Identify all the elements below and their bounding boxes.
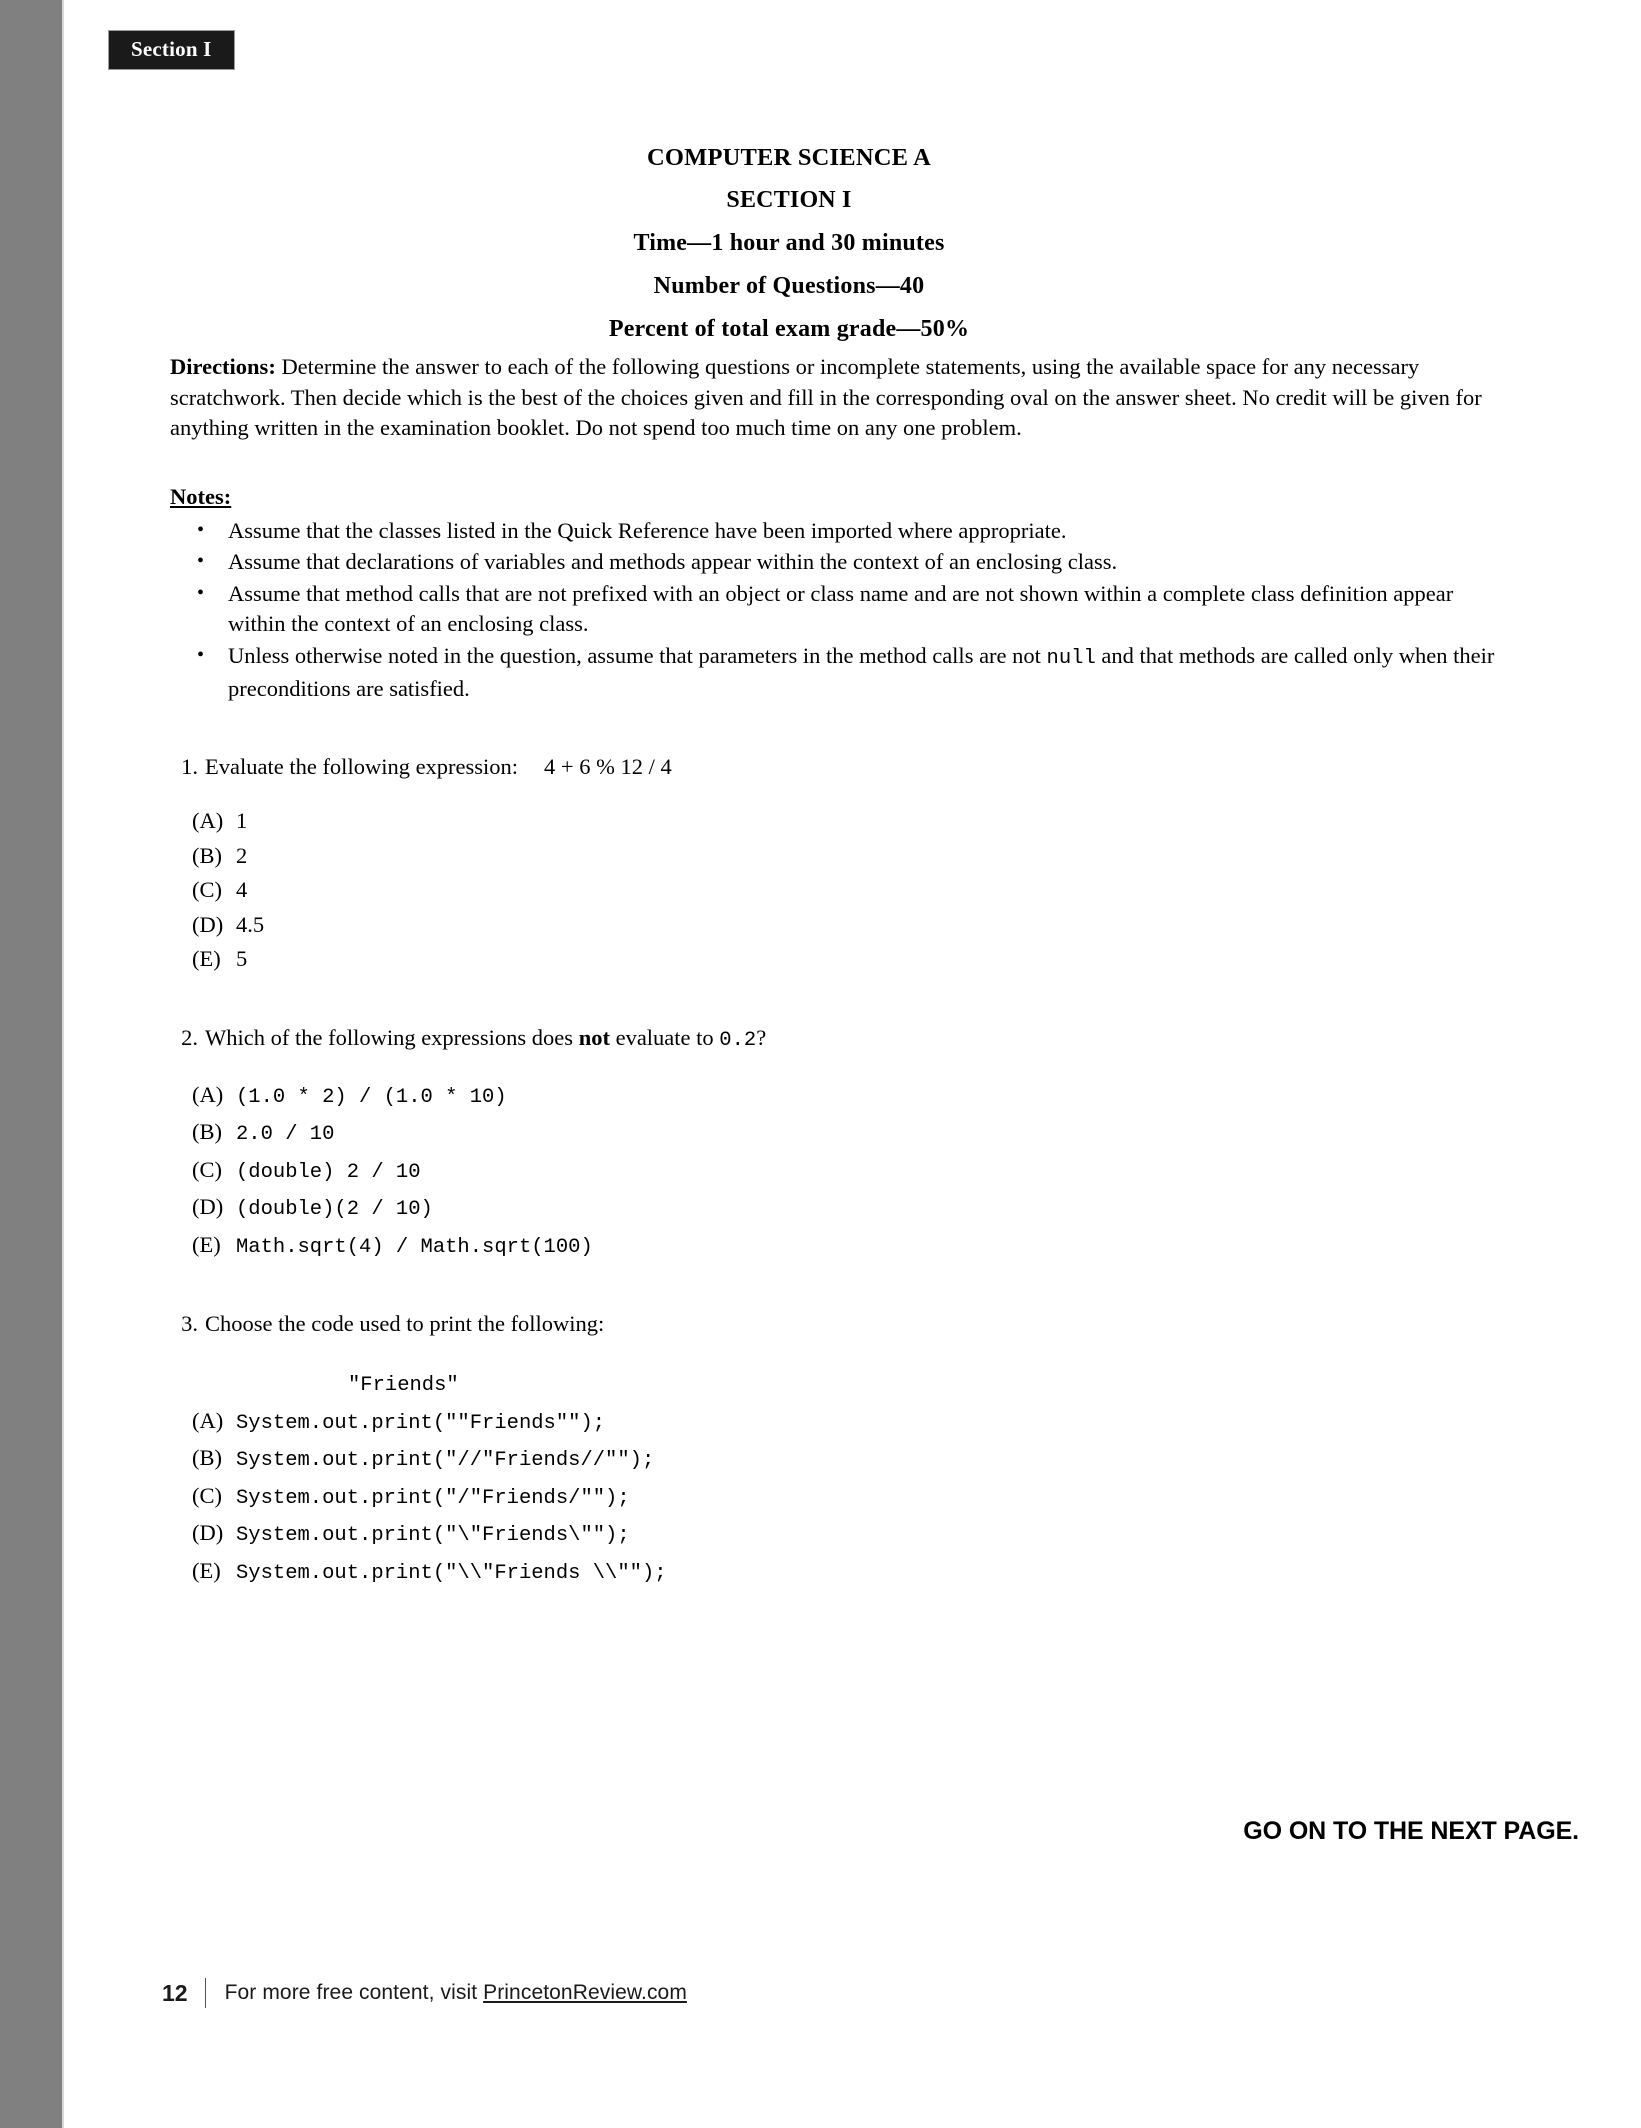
note-item bbox=[170, 641, 1508, 705]
footer-text bbox=[225, 1981, 687, 2005]
choice-b-text: 2 bbox=[236, 842, 248, 868]
note-code-null: null bbox=[1046, 646, 1096, 670]
choice-b-letter: (B) bbox=[192, 1445, 222, 1470]
choice-e-text: System.out.print("\\"Friends \\""); bbox=[236, 1561, 667, 1585]
note-text: Assume that method calls that are not prefixed with an object or class name and are not shown within a complete class definition appear within the context of an enclosing class. bbox=[228, 580, 1454, 636]
choice-d-letter: (D) bbox=[192, 911, 224, 937]
note-text-tail: and that methods are called only when their preconditions are satisfied. bbox=[228, 642, 1495, 701]
choice-a-letter: (A) bbox=[192, 808, 224, 833]
spacer bbox=[170, 1265, 1510, 1309]
choice-a[interactable] bbox=[170, 1404, 1510, 1442]
instructions-block bbox=[170, 352, 1508, 706]
choice-d-letter: (D) bbox=[192, 1194, 224, 1219]
section-tab: Section I bbox=[108, 30, 235, 70]
choice-b-letter: (B) bbox=[192, 842, 222, 868]
question-2-text-post: ? bbox=[756, 1024, 767, 1050]
page-number: 12 bbox=[162, 1979, 188, 2006]
question-2-choices bbox=[170, 1078, 1510, 1266]
question-2-number: 2. bbox=[181, 1024, 198, 1050]
question-1-choices bbox=[170, 804, 1510, 977]
notes-list bbox=[170, 516, 1508, 705]
choice-a-text: (1.0 * 2) / (1.0 * 10) bbox=[236, 1085, 507, 1109]
heading-course-title: COMPUTER SCIENCE A bbox=[646, 144, 932, 171]
note-item bbox=[170, 547, 1508, 578]
question-2-emphasis: not bbox=[578, 1024, 610, 1050]
choice-a[interactable] bbox=[170, 1078, 1510, 1116]
choice-e[interactable] bbox=[170, 942, 1510, 977]
directions-text: Determine the answer to each of the following questions or incomplete statements, using the available space for any necessary scratchwork. Then decide which is the best of the choices given and fill in the corresponding oval on the answer sheet. No credit will be given for anything written in the examination booklet. Do not spend too much time on any one problem. bbox=[170, 354, 1482, 440]
note-text: Unless otherwise noted in the question, assume that parameters in the method calls are not bbox=[228, 642, 1047, 668]
choice-b[interactable] bbox=[170, 1441, 1510, 1479]
choice-a[interactable] bbox=[170, 804, 1510, 839]
page-gutter-bar bbox=[0, 0, 62, 2128]
choice-b-letter: (B) bbox=[192, 1119, 222, 1144]
choice-b[interactable] bbox=[170, 1115, 1510, 1153]
choice-e-letter: (E) bbox=[192, 946, 221, 971]
notes-heading: Notes: bbox=[170, 483, 232, 509]
note-item bbox=[170, 579, 1508, 640]
question-1-expression: 4 + 6 % 12 / 4 bbox=[544, 754, 672, 779]
choice-c-text: System.out.print("/"Friends/""); bbox=[236, 1486, 630, 1510]
note-item bbox=[170, 516, 1508, 547]
choice-d[interactable] bbox=[170, 908, 1510, 943]
question-list bbox=[170, 752, 1510, 1591]
question-2 bbox=[170, 1023, 1510, 1266]
question-2-text-mid: evaluate to bbox=[609, 1024, 720, 1050]
question-3 bbox=[170, 1309, 1510, 1591]
choice-c-text: 4 bbox=[236, 877, 248, 902]
question-3-stem bbox=[170, 1309, 1510, 1339]
choice-d-text: (double)(2 / 10) bbox=[236, 1198, 433, 1221]
choice-d-text: 4.5 bbox=[236, 911, 265, 937]
page-content bbox=[62, 0, 1641, 2128]
choice-d[interactable] bbox=[170, 1190, 1510, 1228]
choice-a-letter: (A) bbox=[192, 1407, 224, 1433]
go-on-notice: GO ON TO THE NEXT PAGE. bbox=[1243, 1817, 1579, 1845]
footer-link[interactable]: PrincetonReview.com bbox=[483, 1981, 687, 2004]
choice-d[interactable] bbox=[170, 1516, 1510, 1554]
choice-d-letter: (D) bbox=[192, 1520, 224, 1545]
question-2-code-value: 0.2 bbox=[719, 1028, 757, 1052]
choice-a-text: System.out.print(""Friends""); bbox=[236, 1411, 606, 1435]
choice-c[interactable] bbox=[170, 1479, 1510, 1517]
choice-a-text: 1 bbox=[236, 808, 248, 833]
exam-heading-block bbox=[124, 136, 1454, 351]
choice-c-letter: (C) bbox=[192, 877, 222, 902]
spacer bbox=[170, 782, 1510, 804]
question-3-sample-output: "Friends" bbox=[348, 1374, 459, 1397]
choice-e-text: Math.sqrt(4) / Math.sqrt(100) bbox=[236, 1235, 593, 1259]
choice-c-text: (double) 2 / 10 bbox=[236, 1160, 421, 1184]
question-1 bbox=[170, 752, 1510, 977]
choice-c-letter: (C) bbox=[192, 1156, 222, 1182]
choice-e-letter: (E) bbox=[192, 1231, 221, 1257]
heading-question-count: Number of Questions—40 bbox=[653, 273, 925, 299]
spacer bbox=[170, 1056, 1510, 1078]
directions-label: Directions: bbox=[170, 354, 276, 379]
choice-b-text: 2.0 / 10 bbox=[236, 1123, 335, 1146]
choice-d-text: System.out.print("\"Friends\""); bbox=[236, 1524, 630, 1547]
question-3-text: Choose the code used to print the following: bbox=[205, 1311, 605, 1336]
question-3-choices bbox=[170, 1404, 1510, 1592]
heading-time: Time—1 hour and 30 minutes bbox=[633, 230, 945, 256]
note-text: Assume that the classes listed in the Quick Reference have been imported where appropriate. bbox=[228, 517, 1067, 543]
footer-divider bbox=[205, 1978, 206, 2008]
heading-exam-percent: Percent of total exam grade—50% bbox=[608, 316, 970, 342]
question-2-text-pre: Which of the following expressions does bbox=[205, 1024, 579, 1050]
question-1-number: 1. bbox=[181, 754, 198, 779]
choice-e-letter: (E) bbox=[192, 1557, 221, 1583]
choice-e[interactable] bbox=[170, 1554, 1510, 1592]
page-footer bbox=[162, 1978, 687, 2008]
directions-paragraph bbox=[170, 352, 1508, 444]
note-text: Assume that declarations of variables and methods appear within the context of an enclosing class. bbox=[228, 549, 1118, 574]
choice-c[interactable] bbox=[170, 1153, 1510, 1191]
heading-section: SECTION I bbox=[726, 187, 852, 213]
spacer bbox=[170, 1339, 1510, 1369]
choice-a-letter: (A) bbox=[192, 1081, 224, 1107]
footer-text-label: For more free content, visit bbox=[224, 1981, 484, 2004]
spacer bbox=[170, 977, 1510, 1023]
choice-b[interactable] bbox=[170, 839, 1510, 874]
question-1-text: Evaluate the following expression: bbox=[205, 754, 519, 779]
choice-c[interactable] bbox=[170, 873, 1510, 908]
choice-e[interactable] bbox=[170, 1228, 1510, 1266]
choice-b-text: System.out.print("//"Friends//""); bbox=[236, 1449, 655, 1472]
choice-c-letter: (C) bbox=[192, 1482, 222, 1508]
choice-e-text: 5 bbox=[236, 946, 248, 971]
question-2-stem bbox=[170, 1023, 1510, 1056]
question-1-stem bbox=[170, 752, 1510, 782]
question-3-number: 3. bbox=[181, 1311, 198, 1336]
